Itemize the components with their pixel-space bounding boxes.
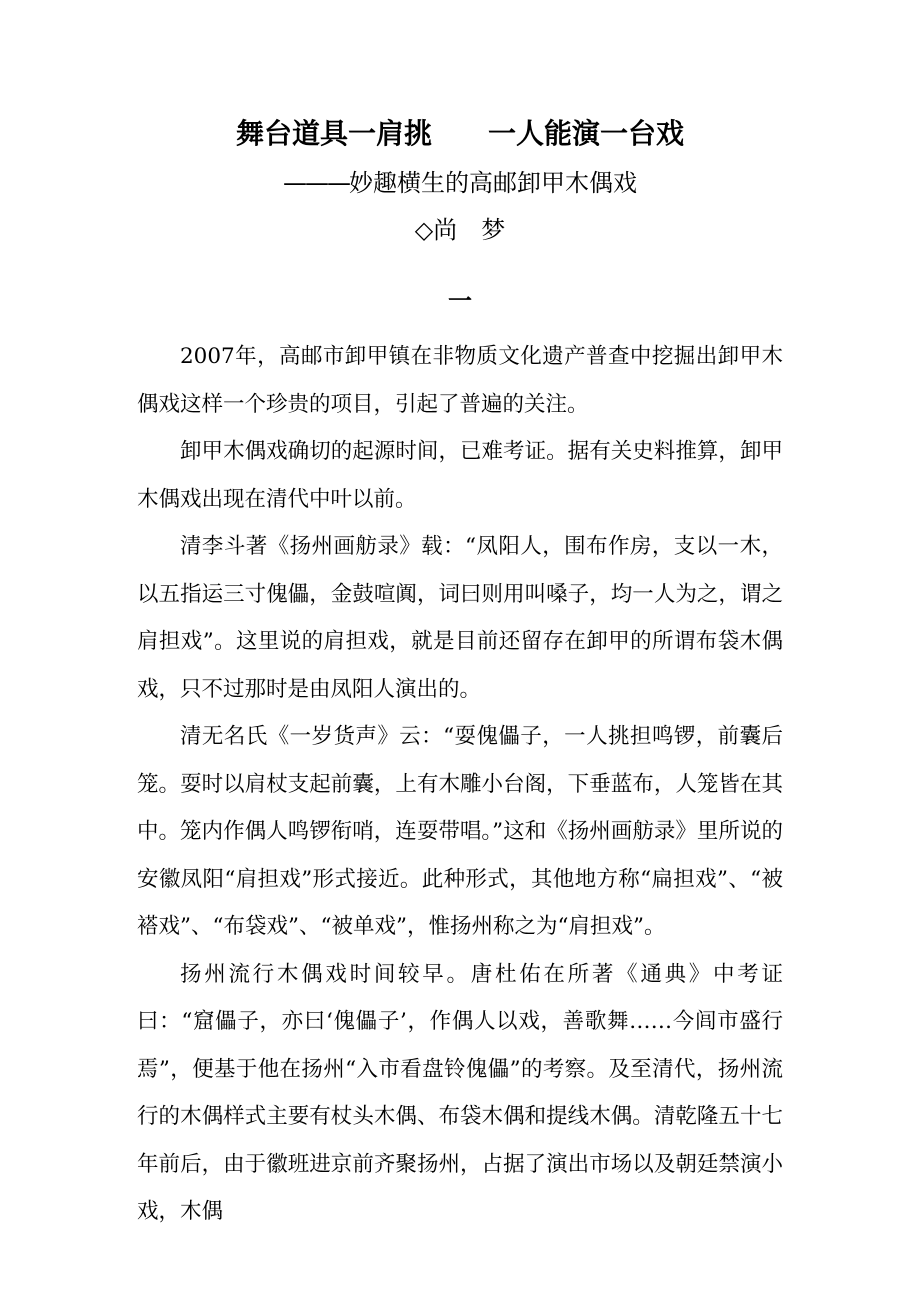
paragraph: 清无名氏《一岁货声》云：“耍傀儡子，一人挑担鸣锣，前囊后笼。耍时以肩杖支起前囊，上有木雕小台阁，下垂蓝布，人笼皆在其中。笼内作偶人鸣锣衔哨，连耍带唱。”这和《扬州画舫录》里所说的安徽凤阳“肩担戏”形式接近。此种形式，其他地方称“扁担戏”、“被褡戏”、“布袋戏”、“被单戏”，惟扬州称之为“肩担戏”。: [137, 724, 783, 939]
page-subtitle: [0, 163, 920, 203]
subtitle-text: 妙趣横生的高邮卸甲木偶戏: [349, 169, 637, 197]
author-line: ◇尚 梦: [414, 216, 506, 244]
paragraph: 2007年，高邮市卸甲镇在非物质文化遗产普查中挖掘出卸甲木偶戏这样一个珍贵的项目，引起了普遍的关注。: [137, 344, 783, 417]
paragraph: 清李斗著《扬州画舫录》载：“凤阳人，围布作房，支以一木，以五指运三寸傀儡，金鼓喧阗，词曰则用叫嗓子，均一人为之，谓之肩担戏”。这里说的肩担戏，就是目前还留存在卸甲的所谓布袋木偶戏，只不过那时是由凤阳人演出的。: [137, 534, 783, 702]
paragraph: 扬州流行木偶戏时间较早。唐杜佑在所著《通典》中考证曰：“窟儡子，亦曰‘傀儡子’，作偶人以戏，善歌舞……今闾市盛行焉”，便基于他在扬州“入市看盘铃傀儡”的考察。及至清代，扬州流行的木偶样式主要有杖头木偶、布袋木偶和提线木偶。清乾隆五十七年前后，由于徽班进京前齐聚扬州，占据了演出市场以及朝廷禁演小戏，木偶: [137, 961, 783, 1224]
article-body: [137, 333, 783, 1236]
section-number: 一: [448, 287, 472, 315]
subtitle-dash: ———: [283, 169, 349, 197]
paragraph: 卸甲木偶戏确切的起源时间，已难考证。据有关史料推算，卸甲木偶戏出现在清代中叶以前。: [137, 439, 783, 512]
page-title: 舞台道具一肩挑 一人能演一台戏: [235, 117, 684, 150]
